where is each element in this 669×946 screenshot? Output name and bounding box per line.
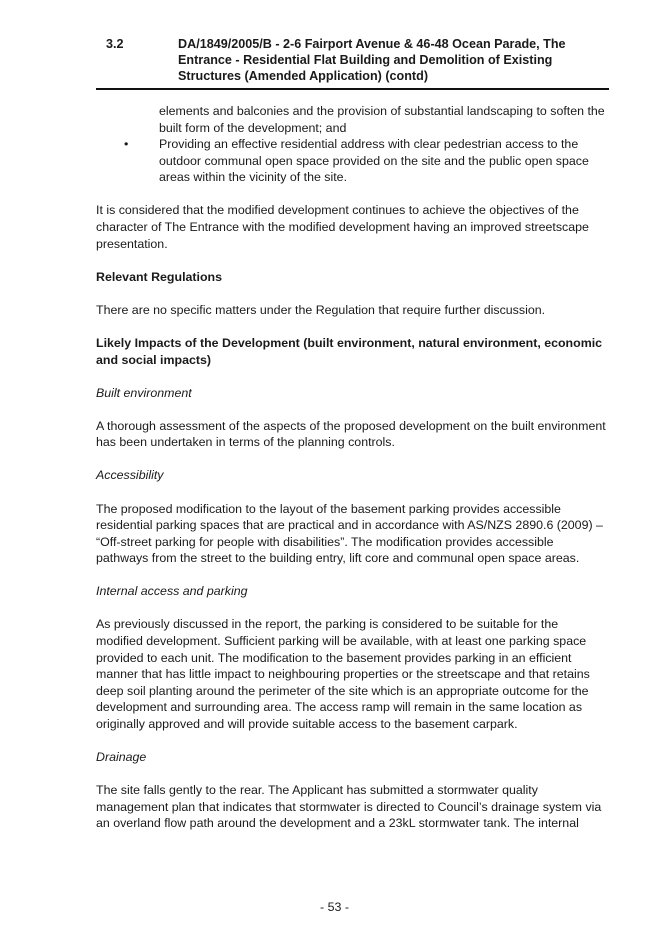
heading-relevant-regulations: Relevant Regulations	[96, 269, 222, 284]
paragraph-accessibility: The proposed modification to the layout of the basement parking provides accessible residential parking spaces that are practical and in accordance with AS/NZS 2890.6 (2009) – “Off-street parking for people with disabilities”. The modification provides accessible pathways from the street to the building entry, lift core and communal open space areas.	[96, 501, 603, 566]
subheading-drainage: Drainage	[96, 750, 147, 765]
item-number: 3.2	[106, 37, 124, 51]
bullet-item	[124, 136, 608, 186]
bullet-continuation: elements and balconies and the provision of substantial landscaping to soften the built form of the development; and	[159, 104, 605, 135]
subheading-internal-access-parking: Internal access and parking	[96, 584, 248, 599]
paragraph-built-environment: A thorough assessment of the aspects of the proposed development on the built environment has been undertaken in terms of the planning controls.	[96, 418, 606, 450]
paragraph-internal-access-parking: As previously discussed in the report, the parking is considered to be suitable for the modified development. Sufficient parking will be available, with at least one parking space provided to each unit. The modification to the basement provides parking in an efficient manner that has little impact to neighbouring properties or the streetscape and that retains deep soil planting around the perimeter of the site which is an appropriate outcome for the development and surrounding area. The access ramp will remain in the same location as originally approved and will provide suitable access to the basement carpark.	[96, 617, 590, 732]
header-rule	[96, 88, 609, 90]
bullet-text: Providing an effective residential address with clear pedestrian access to the outdoor communal open space provided on the site and the public open space areas within the vicinity of the site.	[159, 137, 589, 185]
bullet-symbol: •	[124, 137, 129, 152]
paragraph-regulations: There are no specific matters under the Regulation that require further discussion.	[96, 302, 546, 317]
header-title: DA/1849/2005/B - 2-6 Fairport Avenue & 46-48 Ocean Parade, The Entrance - Residential Flat Building and Demolition of Existing Structures (Amended Application) (contd)	[178, 37, 566, 84]
page-number: - 53 -	[320, 900, 349, 914]
subheading-accessibility: Accessibility	[96, 468, 164, 483]
document-body	[96, 103, 608, 832]
heading-likely-impacts: Likely Impacts of the Development (built environment, natural environment, economic and social impacts)	[96, 335, 603, 367]
paragraph-drainage: The site falls gently to the rear. The Applicant has submitted a stormwater quality management plan that indicates that stormwater is directed to Council’s drainage system via an overland flow path around the development and a 23kL stormwater tank. The internal	[96, 783, 602, 831]
paragraph-character: It is considered that the modified development continues to achieve the objectives of the character of The Entrance with the modified development having an improved streetscape presentation.	[96, 203, 589, 251]
subheading-built-environment: Built environment	[96, 385, 192, 400]
